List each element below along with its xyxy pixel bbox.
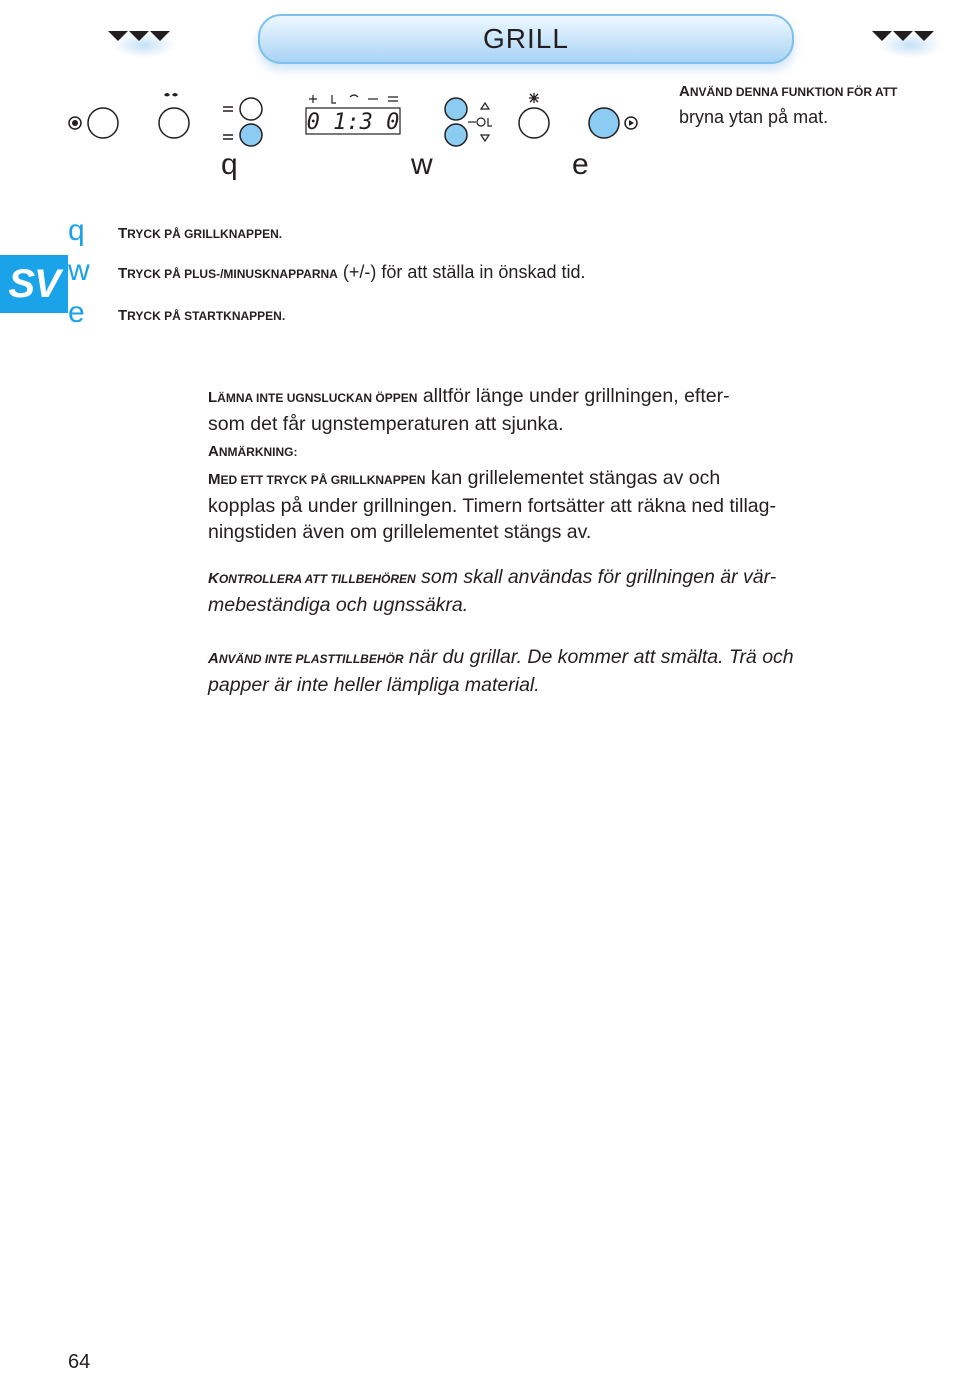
step-1-text: TRYCK PÅ GRILLKNAPPEN. — [118, 225, 283, 242]
minus-button — [445, 124, 467, 146]
page-title: GRILL — [258, 14, 794, 64]
panel-label-w: w — [411, 148, 433, 181]
function-text: bryna ytan på mat. — [679, 107, 829, 127]
step-letter-w: w — [68, 254, 90, 287]
step-letter-e: e — [68, 296, 85, 329]
upper-heat-button — [240, 98, 262, 120]
stop-icon — [69, 117, 81, 129]
step-3-text: TRYCK PÅ STARTKNAPPEN. — [118, 307, 286, 324]
start-icon — [625, 117, 637, 129]
function-description — [679, 78, 954, 130]
timer-display-digits: 0 1:3 0 — [306, 110, 400, 135]
display-symbols-icon — [309, 95, 398, 103]
right-triangle-marker-icon — [872, 31, 934, 41]
plus-minus-arrows-icon — [468, 103, 492, 141]
function-lead: ANVÄND DENNA FUNKTION FÖR ATT — [679, 83, 898, 100]
step-letter-q: q — [68, 214, 85, 247]
accessories-note: KONTROLLERA ATT TILLBEHÖREN som skall användas för grillningen är vär- mebeständiga och ugnssäkra. — [208, 566, 777, 616]
language-tab: SV — [0, 255, 68, 313]
grill-button — [159, 108, 189, 138]
lower-heat-button — [240, 124, 262, 146]
panel-label-e: e — [572, 148, 589, 181]
oven-control-panel — [60, 85, 660, 155]
plastic-note: ANVÄND INTE PLASTTILLBEHÖR när du grillar. De kommer att smälta. Trä och papper är inte heller lämpliga material. — [208, 646, 794, 696]
light-icon — [529, 93, 539, 103]
light-button — [519, 108, 549, 138]
step-2-text: TRYCK PÅ PLUS-/MINUSKNAPPARNA (+/-) för att ställa in önskad tid. — [118, 262, 586, 282]
plus-button — [445, 98, 467, 120]
start-button — [589, 108, 619, 138]
heating-element-icon — [223, 107, 233, 139]
left-triangle-marker-icon — [108, 31, 170, 41]
stop-button — [88, 108, 118, 138]
door-note: LÄMNA INTE UGNSLUCKAN ÖPPEN alltför länge under grillningen, efter- som det får ugnstemperaturen att sjunka. ANMÄRKNING: MED ETT TRYCK PÅ GRILLKNAPPEN kan grillelementet stängas av och kopplas på under grillningen. Timern fortsätter att räkna ned tillag- ningstiden även om grillelementet stängs av. — [208, 385, 776, 543]
panel-label-q: q — [221, 148, 238, 181]
grill-symbol-icon — [164, 93, 178, 97]
page-number: 64 — [68, 1351, 91, 1373]
